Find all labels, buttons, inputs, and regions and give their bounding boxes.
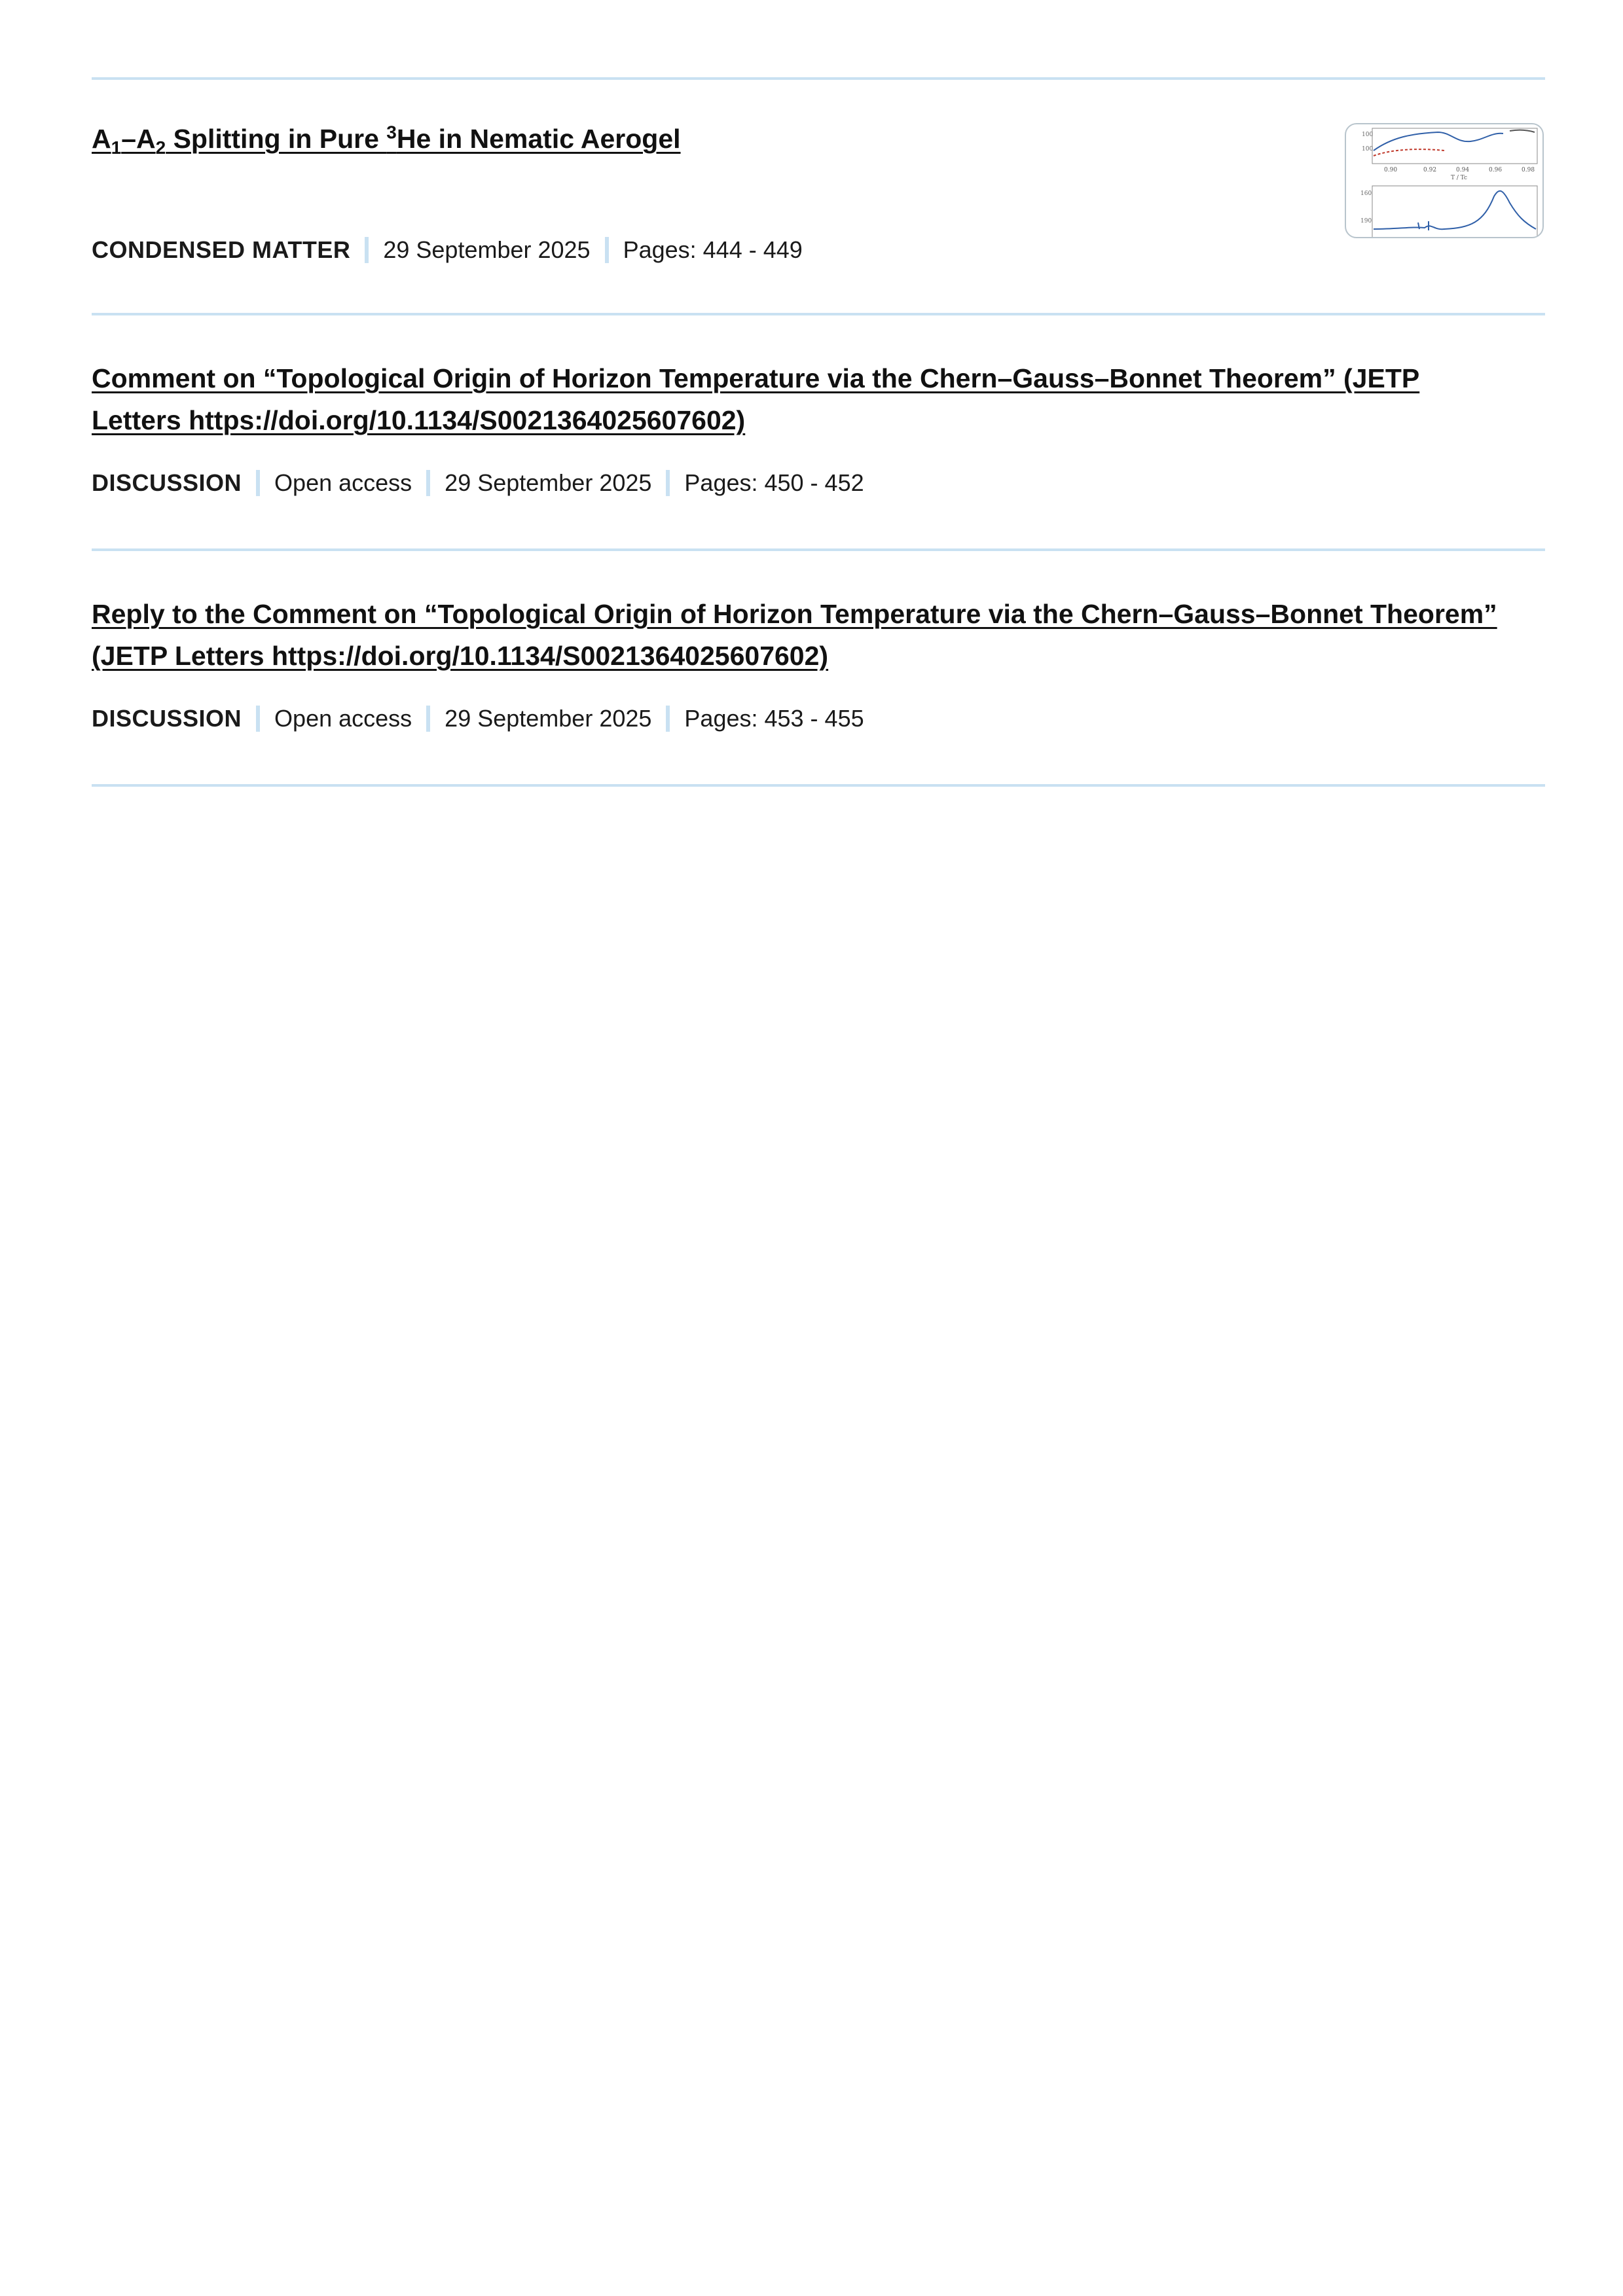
article-category: DISCUSSION (92, 469, 242, 496)
meta-separator (426, 470, 430, 496)
thumbnail-axis-label: 190 (1360, 218, 1372, 224)
access-badge: Open access (274, 469, 412, 496)
thumbnail-axis-label: 100 (1362, 132, 1374, 138)
article-category: CONDENSED MATTER (92, 236, 351, 263)
article-title-link[interactable] (92, 118, 1270, 160)
article-pages: Pages: 450 - 452 (684, 469, 864, 496)
access-badge: Open access (274, 705, 412, 732)
title-text: A (92, 124, 111, 154)
thumbnail-tick-label: 0.96 (1489, 167, 1503, 173)
meta-separator (256, 706, 260, 732)
article-date: 29 September 2025 (445, 469, 652, 496)
svg-text:100: 100 (1362, 146, 1374, 152)
article-meta (92, 236, 803, 264)
article-pages: Pages: 453 - 455 (684, 705, 864, 732)
article-meta (92, 704, 864, 733)
title-subscript: 1 (111, 137, 122, 158)
thumbnail-tick-label: 0.92 (1423, 167, 1437, 173)
article-date: 29 September 2025 (445, 705, 652, 732)
article-item (92, 551, 1545, 784)
article-meta (92, 469, 864, 497)
title-text: Splitting in Pure (166, 124, 387, 154)
thumbnail-axis-label: 160 (1360, 190, 1372, 197)
divider (92, 784, 1545, 787)
meta-separator (365, 237, 369, 263)
meta-separator (605, 237, 609, 263)
article-pages: Pages: 444 - 449 (623, 236, 803, 263)
article-category: DISCUSSION (92, 705, 242, 732)
title-subscript: 2 (155, 137, 166, 158)
article-date: 29 September 2025 (383, 236, 591, 263)
meta-separator (666, 706, 670, 732)
title-superscript: 3 (386, 122, 397, 143)
meta-separator (256, 470, 260, 496)
article-title-link[interactable]: Reply to the Comment on “Topological Origin of Horizon Temperature via the Chern–Gauss–Bonnet Theorem” (JETP Letters https://doi.org/10.1134/S0021364025607602) (92, 599, 1497, 671)
thumbnail-tick-label: 0.94 (1456, 167, 1470, 173)
thumbnail-axis-title: T / Tc (1451, 175, 1468, 181)
meta-separator (666, 470, 670, 496)
article-thumbnail[interactable] (1345, 123, 1544, 238)
article-item (92, 315, 1545, 548)
title-text: –A (121, 124, 156, 154)
thumbnail-plot-image (1346, 124, 1542, 237)
thumbnail-tick-label: 0.98 (1522, 167, 1535, 173)
thumbnail-tick-label: 0.90 (1384, 167, 1398, 173)
article-item (92, 80, 1545, 313)
meta-separator (426, 706, 430, 732)
article-title-link[interactable]: Comment on “Topological Origin of Horizon Temperature via the Chern–Gauss–Bonnet Theorem” (JETP Letters https://doi.org/10.1134/S0021364025607602) (92, 363, 1420, 435)
article-list (92, 77, 1545, 787)
title-text: He in Nematic Aerogel (396, 124, 681, 154)
